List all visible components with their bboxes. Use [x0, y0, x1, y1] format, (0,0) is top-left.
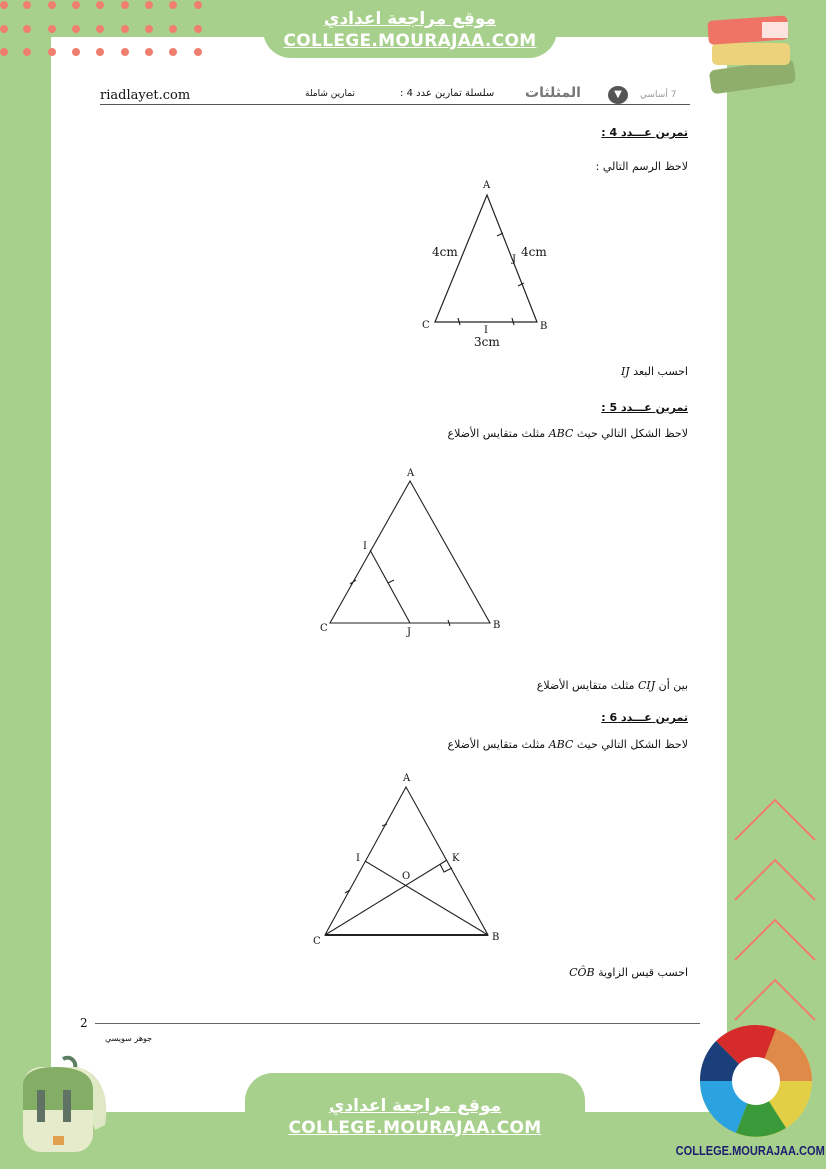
label-J: J [512, 254, 517, 265]
figure-ex6-labels [313, 773, 499, 947]
figure-ex5 [330, 481, 490, 626]
header-topic: المثلثات [525, 85, 581, 101]
m1: CIJ [637, 679, 656, 692]
m1: ABC [548, 738, 574, 751]
label-B: B [492, 932, 500, 943]
q-math: IJ [620, 365, 630, 378]
ex4-title: تمرين عـــدد 4 : [601, 126, 688, 139]
label-C: C [422, 320, 430, 331]
footer-rule [95, 1023, 700, 1024]
footer-author: جوهر سويسي [105, 1034, 153, 1043]
banner-site[interactable]: COLLEGE.MOURAJAA.COM [288, 1118, 542, 1138]
ex5-title: تمرين عـــدد 5 : [601, 401, 688, 414]
header-subtitle: تمارين شاملة [305, 89, 355, 99]
label-cb: 3cm [474, 335, 500, 349]
bottom-banner[interactable] [245, 1073, 585, 1169]
page-number: 2 [80, 1016, 88, 1030]
logo-wheel-icon [695, 1022, 817, 1140]
label-A: A [483, 180, 491, 191]
label-K: K [452, 853, 460, 864]
header-level: 7 أساسي [640, 90, 677, 100]
label-J: J [407, 627, 412, 638]
label-O: O [402, 871, 411, 882]
ex6-title: تمرين عـــدد 6 : [601, 711, 688, 724]
m1: ABC [548, 427, 574, 440]
logo-caption[interactable]: COLLEGE.MOURAJAA.COM [675, 1143, 825, 1158]
ex4-instruction: لاحظ الرسم التالي : [595, 160, 688, 173]
banner-site[interactable]: COLLEGE.MOURAJAA.COM [283, 31, 537, 51]
label-I: I [356, 853, 360, 864]
label-B: B [540, 321, 548, 332]
t1: احسب قيس الزاوية [598, 966, 688, 979]
label-A: A [407, 468, 415, 479]
t1: لاحظ الشكل التالي حيث [576, 427, 688, 440]
figure-ex4-labels [422, 180, 547, 349]
label-ab: 4cm [521, 245, 547, 259]
label-A: A [403, 773, 411, 784]
t1: بين أن [658, 679, 688, 692]
label-C: C [320, 623, 328, 634]
figure-ex4 [435, 195, 537, 325]
backpack-illustration [15, 1055, 115, 1155]
q-text: احسب البعد [633, 365, 688, 378]
banner-arabic: موقع مراجعة اعدادي [328, 1096, 502, 1116]
t1: لاحظ الشكل التالي حيث [576, 738, 688, 751]
label-C: C [313, 936, 321, 947]
m1: CÔB [569, 966, 595, 979]
banner-arabic: موقع مراجعة اعدادي [323, 9, 497, 29]
figure-ex6 [325, 787, 488, 935]
figure-ex5-labels [320, 468, 500, 638]
t2: مثلث متقايس الأضلاع [536, 679, 635, 692]
label-I: I [363, 541, 367, 552]
header-diamond-icon: ▼ [608, 86, 628, 104]
label-ac: 4cm [432, 245, 458, 259]
t2: مثلث متقايس الأضلاع [447, 738, 546, 751]
label-I: I [484, 325, 488, 336]
label-B: B [493, 620, 501, 631]
header-series: سلسلة تمارين عدد 4 : [400, 88, 495, 99]
header-website: riadlayet.com [100, 88, 191, 103]
chevrons-decoration [730, 790, 820, 1030]
t2: مثلث متقايس الأضلاع [447, 427, 546, 440]
